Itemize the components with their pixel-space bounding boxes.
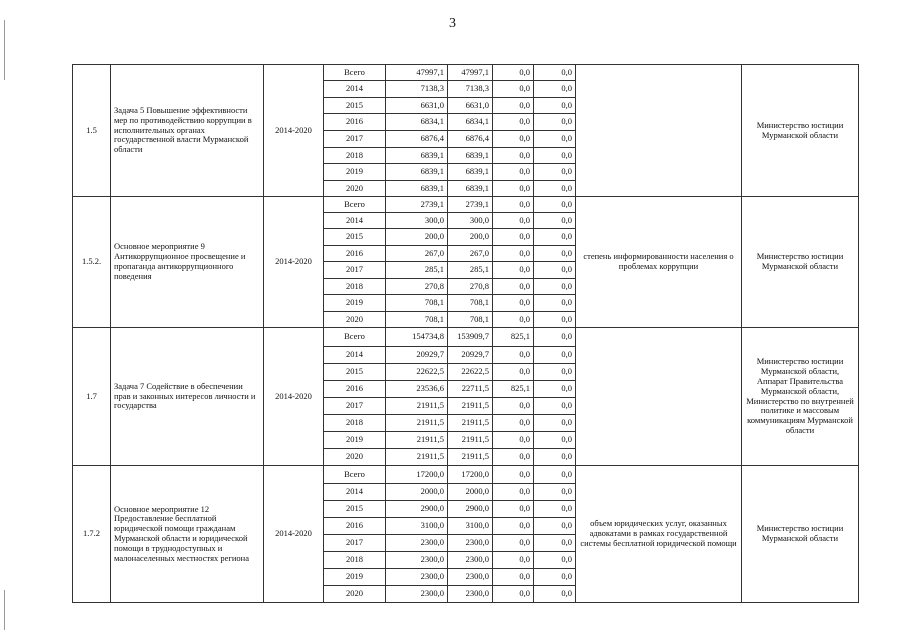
budget-cell: 200,0 bbox=[448, 229, 493, 246]
other-cell: 0,0 bbox=[534, 364, 576, 381]
federal-cell: 0,0 bbox=[493, 246, 534, 262]
indicator-cell: степень информированности населения о проблемах коррупции bbox=[576, 197, 742, 328]
budget-cell: 20929,7 bbox=[448, 347, 493, 364]
budget-cell: 21911,5 bbox=[448, 432, 493, 449]
total-cell: 154734,8 bbox=[386, 328, 448, 347]
budget-cell: 6876,4 bbox=[448, 131, 493, 148]
budget-cell: 285,1 bbox=[448, 262, 493, 279]
budget-cell: 2300,0 bbox=[448, 535, 493, 552]
federal-cell: 0,0 bbox=[493, 415, 534, 432]
federal-cell: 0,0 bbox=[493, 535, 534, 552]
federal-cell: 0,0 bbox=[493, 398, 534, 415]
year-cell: Всего bbox=[324, 65, 386, 81]
other-cell: 0,0 bbox=[534, 148, 576, 164]
year-cell: 2014 bbox=[324, 347, 386, 364]
total-cell: 300,0 bbox=[386, 213, 448, 229]
budget-cell: 21911,5 bbox=[448, 398, 493, 415]
year-cell: Всего bbox=[324, 466, 386, 484]
federal-cell: 0,0 bbox=[493, 98, 534, 114]
other-cell: 0,0 bbox=[534, 131, 576, 148]
other-cell: 0,0 bbox=[534, 114, 576, 131]
federal-cell: 0,0 bbox=[493, 347, 534, 364]
other-cell: 0,0 bbox=[534, 295, 576, 312]
federal-cell: 0,0 bbox=[493, 114, 534, 131]
item-period: 2014-2020 bbox=[264, 65, 324, 197]
budget-cell: 708,1 bbox=[448, 295, 493, 312]
budget-cell: 47997,1 bbox=[448, 65, 493, 81]
year-cell: Всего bbox=[324, 197, 386, 213]
year-cell: 2016 bbox=[324, 246, 386, 262]
total-cell: 2300,0 bbox=[386, 552, 448, 569]
total-cell: 285,1 bbox=[386, 262, 448, 279]
other-cell: 0,0 bbox=[534, 229, 576, 246]
total-cell: 23536,6 bbox=[386, 381, 448, 398]
total-cell: 21911,5 bbox=[386, 415, 448, 432]
federal-cell: 0,0 bbox=[493, 262, 534, 279]
table-row bbox=[73, 466, 859, 484]
other-cell: 0,0 bbox=[534, 65, 576, 81]
federal-cell: 0,0 bbox=[493, 229, 534, 246]
total-cell: 6834,1 bbox=[386, 114, 448, 131]
federal-cell: 0,0 bbox=[493, 432, 534, 449]
table-row bbox=[73, 328, 859, 347]
total-cell: 21911,5 bbox=[386, 432, 448, 449]
item-code: 1.5 bbox=[73, 65, 111, 197]
total-cell: 270,8 bbox=[386, 279, 448, 295]
other-cell: 0,0 bbox=[534, 501, 576, 518]
budget-cell: 300,0 bbox=[448, 213, 493, 229]
other-cell: 0,0 bbox=[534, 347, 576, 364]
federal-cell: 0,0 bbox=[493, 148, 534, 164]
budget-cell: 22622,5 bbox=[448, 364, 493, 381]
other-cell: 0,0 bbox=[534, 246, 576, 262]
budget-cell: 21911,5 bbox=[448, 449, 493, 466]
federal-cell: 0,0 bbox=[493, 312, 534, 328]
program-table bbox=[72, 64, 859, 603]
other-cell: 0,0 bbox=[534, 449, 576, 466]
federal-cell: 0,0 bbox=[493, 65, 534, 81]
total-cell: 2300,0 bbox=[386, 569, 448, 586]
federal-cell: 0,0 bbox=[493, 484, 534, 501]
federal-cell: 0,0 bbox=[493, 197, 534, 213]
item-name: Основное мероприятие 12 Предоставление бесплатной юридической помощи гражданам Мурманской области и юридической помощи в труднодоступных и малонаселенных местностях региона bbox=[111, 466, 264, 603]
other-cell: 0,0 bbox=[534, 569, 576, 586]
other-cell: 0,0 bbox=[534, 415, 576, 432]
item-code: 1.7 bbox=[73, 328, 111, 466]
year-cell: 2019 bbox=[324, 164, 386, 181]
total-cell: 708,1 bbox=[386, 312, 448, 328]
federal-cell: 0,0 bbox=[493, 81, 534, 98]
budget-cell: 6839,1 bbox=[448, 181, 493, 197]
year-cell: 2016 bbox=[324, 381, 386, 398]
item-name: Задача 7 Содействие в обеспечении прав и законных интересов личности и государства bbox=[111, 328, 264, 466]
federal-cell: 0,0 bbox=[493, 586, 534, 603]
other-cell: 0,0 bbox=[534, 518, 576, 535]
total-cell: 2739,1 bbox=[386, 197, 448, 213]
total-cell: 6839,1 bbox=[386, 148, 448, 164]
total-cell: 17200,0 bbox=[386, 466, 448, 484]
year-cell: 2015 bbox=[324, 229, 386, 246]
other-cell: 0,0 bbox=[534, 181, 576, 197]
indicator-cell bbox=[576, 328, 742, 466]
table-body bbox=[73, 65, 859, 603]
total-cell: 3100,0 bbox=[386, 518, 448, 535]
year-cell: 2015 bbox=[324, 98, 386, 114]
federal-cell: 0,0 bbox=[493, 552, 534, 569]
year-cell: 2019 bbox=[324, 432, 386, 449]
other-cell: 0,0 bbox=[534, 328, 576, 347]
item-period: 2014-2020 bbox=[264, 466, 324, 603]
budget-cell: 7138,3 bbox=[448, 81, 493, 98]
total-cell: 2000,0 bbox=[386, 484, 448, 501]
other-cell: 0,0 bbox=[534, 466, 576, 484]
year-cell: 2019 bbox=[324, 295, 386, 312]
total-cell: 2900,0 bbox=[386, 501, 448, 518]
year-cell: 2014 bbox=[324, 213, 386, 229]
year-cell: 2020 bbox=[324, 449, 386, 466]
budget-cell: 22711,5 bbox=[448, 381, 493, 398]
budget-cell: 2300,0 bbox=[448, 586, 493, 603]
federal-cell: 825,1 bbox=[493, 381, 534, 398]
budget-cell: 3100,0 bbox=[448, 518, 493, 535]
budget-cell: 153909,7 bbox=[448, 328, 493, 347]
item-name: Задача 5 Повышение эффективности мер по противодействию коррупции в исполнительных органах государственной власти Мурманской области bbox=[111, 65, 264, 197]
item-period: 2014-2020 bbox=[264, 328, 324, 466]
budget-cell: 6839,1 bbox=[448, 164, 493, 181]
budget-cell: 708,1 bbox=[448, 312, 493, 328]
federal-cell: 0,0 bbox=[493, 518, 534, 535]
total-cell: 21911,5 bbox=[386, 398, 448, 415]
total-cell: 21911,5 bbox=[386, 449, 448, 466]
total-cell: 200,0 bbox=[386, 229, 448, 246]
budget-cell: 6839,1 bbox=[448, 148, 493, 164]
other-cell: 0,0 bbox=[534, 586, 576, 603]
total-cell: 6876,4 bbox=[386, 131, 448, 148]
item-name: Основное мероприятие 9 Антикоррупционное просвещение и пропаганда антикоррупционного поведения bbox=[111, 197, 264, 328]
federal-cell: 0,0 bbox=[493, 364, 534, 381]
year-cell: Всего bbox=[324, 328, 386, 347]
budget-cell: 6834,1 bbox=[448, 114, 493, 131]
year-cell: 2020 bbox=[324, 312, 386, 328]
year-cell: 2018 bbox=[324, 279, 386, 295]
total-cell: 708,1 bbox=[386, 295, 448, 312]
federal-cell: 0,0 bbox=[493, 569, 534, 586]
year-cell: 2017 bbox=[324, 131, 386, 148]
budget-cell: 267,0 bbox=[448, 246, 493, 262]
other-cell: 0,0 bbox=[534, 213, 576, 229]
federal-cell: 0,0 bbox=[493, 164, 534, 181]
total-cell: 6839,1 bbox=[386, 181, 448, 197]
item-code: 1.7.2 bbox=[73, 466, 111, 603]
year-cell: 2018 bbox=[324, 552, 386, 569]
executor-cell: Министерство юстиции Мурманской области bbox=[742, 65, 859, 197]
executor-cell: Министерство юстиции Мурманской области bbox=[742, 197, 859, 328]
other-cell: 0,0 bbox=[534, 432, 576, 449]
year-cell: 2017 bbox=[324, 262, 386, 279]
year-cell: 2014 bbox=[324, 484, 386, 501]
year-cell: 2015 bbox=[324, 501, 386, 518]
page-number: 3 bbox=[449, 16, 456, 31]
scan-edge-mark bbox=[4, 590, 5, 630]
federal-cell: 0,0 bbox=[493, 449, 534, 466]
budget-cell: 6631,0 bbox=[448, 98, 493, 114]
federal-cell: 0,0 bbox=[493, 181, 534, 197]
federal-cell: 0,0 bbox=[493, 279, 534, 295]
total-cell: 2300,0 bbox=[386, 586, 448, 603]
indicator-cell bbox=[576, 65, 742, 197]
budget-cell: 21911,5 bbox=[448, 415, 493, 432]
year-cell: 2016 bbox=[324, 518, 386, 535]
total-cell: 6839,1 bbox=[386, 164, 448, 181]
year-cell: 2019 bbox=[324, 569, 386, 586]
other-cell: 0,0 bbox=[534, 312, 576, 328]
federal-cell: 0,0 bbox=[493, 295, 534, 312]
total-cell: 20929,7 bbox=[386, 347, 448, 364]
other-cell: 0,0 bbox=[534, 552, 576, 569]
total-cell: 7138,3 bbox=[386, 81, 448, 98]
total-cell: 22622,5 bbox=[386, 364, 448, 381]
federal-cell: 825,1 bbox=[493, 328, 534, 347]
total-cell: 267,0 bbox=[386, 246, 448, 262]
other-cell: 0,0 bbox=[534, 484, 576, 501]
total-cell: 47997,1 bbox=[386, 65, 448, 81]
year-cell: 2017 bbox=[324, 535, 386, 552]
other-cell: 0,0 bbox=[534, 279, 576, 295]
other-cell: 0,0 bbox=[534, 262, 576, 279]
total-cell: 6631,0 bbox=[386, 98, 448, 114]
total-cell: 2300,0 bbox=[386, 535, 448, 552]
year-cell: 2018 bbox=[324, 415, 386, 432]
year-cell: 2020 bbox=[324, 586, 386, 603]
other-cell: 0,0 bbox=[534, 535, 576, 552]
budget-cell: 270,8 bbox=[448, 279, 493, 295]
federal-cell: 0,0 bbox=[493, 213, 534, 229]
other-cell: 0,0 bbox=[534, 398, 576, 415]
budget-cell: 2300,0 bbox=[448, 552, 493, 569]
item-period: 2014-2020 bbox=[264, 197, 324, 328]
table-row bbox=[73, 65, 859, 81]
table-row bbox=[73, 197, 859, 213]
other-cell: 0,0 bbox=[534, 197, 576, 213]
budget-cell: 2000,0 bbox=[448, 484, 493, 501]
other-cell: 0,0 bbox=[534, 381, 576, 398]
year-cell: 2017 bbox=[324, 398, 386, 415]
year-cell: 2015 bbox=[324, 364, 386, 381]
scan-edge-mark bbox=[4, 20, 5, 80]
year-cell: 2020 bbox=[324, 181, 386, 197]
budget-cell: 2900,0 bbox=[448, 501, 493, 518]
year-cell: 2018 bbox=[324, 148, 386, 164]
other-cell: 0,0 bbox=[534, 81, 576, 98]
indicator-cell: объем юридических услуг, оказанных адвокатами в рамках государственной системы бесплатной юридической помощи bbox=[576, 466, 742, 603]
executor-cell: Министерство юстиции Мурманской области bbox=[742, 466, 859, 603]
federal-cell: 0,0 bbox=[493, 466, 534, 484]
other-cell: 0,0 bbox=[534, 164, 576, 181]
year-cell: 2014 bbox=[324, 81, 386, 98]
executor-cell: Министерство юстиции Мурманской области, Аппарат Правительства Мурманской области, Министерство по внутренней политике и массовым коммуникациям Мурманской области bbox=[742, 328, 859, 466]
budget-cell: 2739,1 bbox=[448, 197, 493, 213]
budget-cell: 17200,0 bbox=[448, 466, 493, 484]
other-cell: 0,0 bbox=[534, 98, 576, 114]
item-code: 1.5.2. bbox=[73, 197, 111, 328]
federal-cell: 0,0 bbox=[493, 501, 534, 518]
federal-cell: 0,0 bbox=[493, 131, 534, 148]
year-cell: 2016 bbox=[324, 114, 386, 131]
budget-cell: 2300,0 bbox=[448, 569, 493, 586]
